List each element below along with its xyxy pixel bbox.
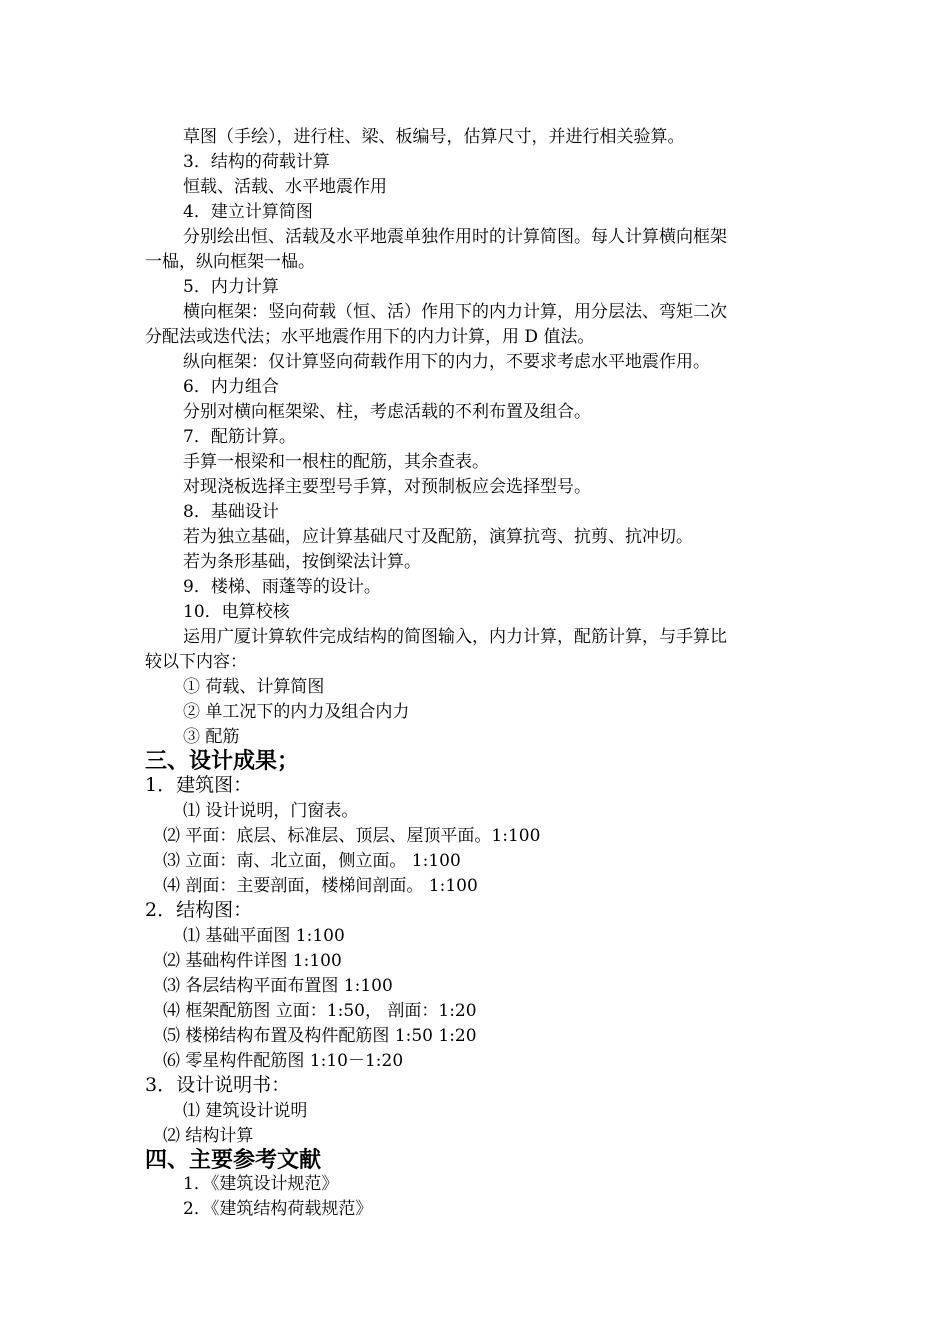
text-line: 运用广厦计算软件完成结构的简图输入，内力计算，配筋计算，与手算比 xyxy=(183,627,727,647)
item-heading: 6．内力组合 xyxy=(183,377,279,397)
section-heading: 四、主要参考文献 xyxy=(145,1147,322,1173)
text-line: 对现浇板选择主要型号手算，对预制板应会选择型号。 xyxy=(183,477,591,497)
item-heading: 8．基础设计 xyxy=(183,502,279,522)
list-item: ⑴ 设计说明，门窗表。 xyxy=(183,801,359,821)
list-item: ⑵ 基础构件详图 1:100 xyxy=(163,951,342,971)
item-heading: 3．结构的荷载计算 xyxy=(183,152,330,172)
list-item: ⑶ 立面：南、北立面，侧立面。 1:100 xyxy=(163,851,461,871)
section-heading: 三、设计成果； xyxy=(145,748,300,774)
text-line: 恒载、活载、水平地震作用 xyxy=(183,177,387,197)
text-line: 一榀，纵向框架一榀。 xyxy=(145,252,315,272)
text-line: 草图（手绘），进行柱、梁、板编号，估算尺寸，并进行相关验算。 xyxy=(183,127,685,147)
text-line: 手算一根梁和一根柱的配筋，其余查表。 xyxy=(183,452,489,472)
list-item: ⑵ 平面：底层、标准层、顶层、屋顶平面。1:100 xyxy=(163,826,541,846)
item-heading: 10．电算校核 xyxy=(183,602,290,622)
list-item: ③ 配筋 xyxy=(183,727,240,747)
sub-heading: 1．建筑图： xyxy=(145,774,253,796)
text-line: 分别绘出恒、活载及水平地震单独作用时的计算简图。每人计算横向框架 xyxy=(183,227,727,247)
item-heading: 5．内力计算 xyxy=(183,277,279,297)
list-item: ⑴ 建筑设计说明 xyxy=(183,1101,308,1121)
list-item: ② 单工况下的内力及组合内力 xyxy=(183,702,410,722)
item-heading: 7．配筋计算。 xyxy=(183,427,296,447)
list-item: ⑴ 基础平面图 1:100 xyxy=(183,926,345,946)
list-item: ⑶ 各层结构平面布置图 1:100 xyxy=(163,976,393,996)
text-line: 较以下内容： xyxy=(145,652,247,672)
text-line: 若为独立基础，应计算基础尺寸及配筋，演算抗弯、抗剪、抗冲切。 xyxy=(183,527,693,547)
item-heading: 9．楼梯、雨蓬等的设计。 xyxy=(183,577,381,597)
item-heading: 4．建立计算简图 xyxy=(183,202,313,222)
reference-item: 2．《建筑结构荷载规范》 xyxy=(183,1199,373,1219)
sub-heading: 3．设计说明书： xyxy=(145,1074,291,1096)
list-item: ① 荷载、计算简图 xyxy=(183,677,325,697)
text-line: 纵向框架：仅计算竖向荷载作用下的内力，不要求考虑水平地震作用。 xyxy=(183,352,710,372)
list-item: ⑸ 楼梯结构布置及构件配筋图 1:50 1:20 xyxy=(163,1026,477,1046)
text-line: 横向框架：竖向荷载（恒、活）作用下的内力计算，用分层法、弯矩二次 xyxy=(183,302,727,322)
sub-heading: 2．结构图： xyxy=(145,899,253,921)
list-item: ⑷ 框架配筋图 立面：1:50， 剖面：1:20 xyxy=(163,1001,477,1021)
list-item: ⑵ 结构计算 xyxy=(163,1126,254,1146)
list-item: ⑹ 零星构件配筋图 1:10－1:20 xyxy=(163,1051,404,1071)
text-line: 分配法或迭代法；水平地震作用下的内力计算，用 D 值法。 xyxy=(145,327,595,347)
list-item: ⑷ 剖面：主要剖面，楼梯间剖面。 1:100 xyxy=(163,876,478,896)
reference-item: 1．《建筑设计规范》 xyxy=(183,1174,339,1194)
text-line: 若为条形基础，按倒梁法计算。 xyxy=(183,552,421,572)
text-line: 分别对横向框架梁、柱，考虑活载的不利布置及组合。 xyxy=(183,402,591,422)
